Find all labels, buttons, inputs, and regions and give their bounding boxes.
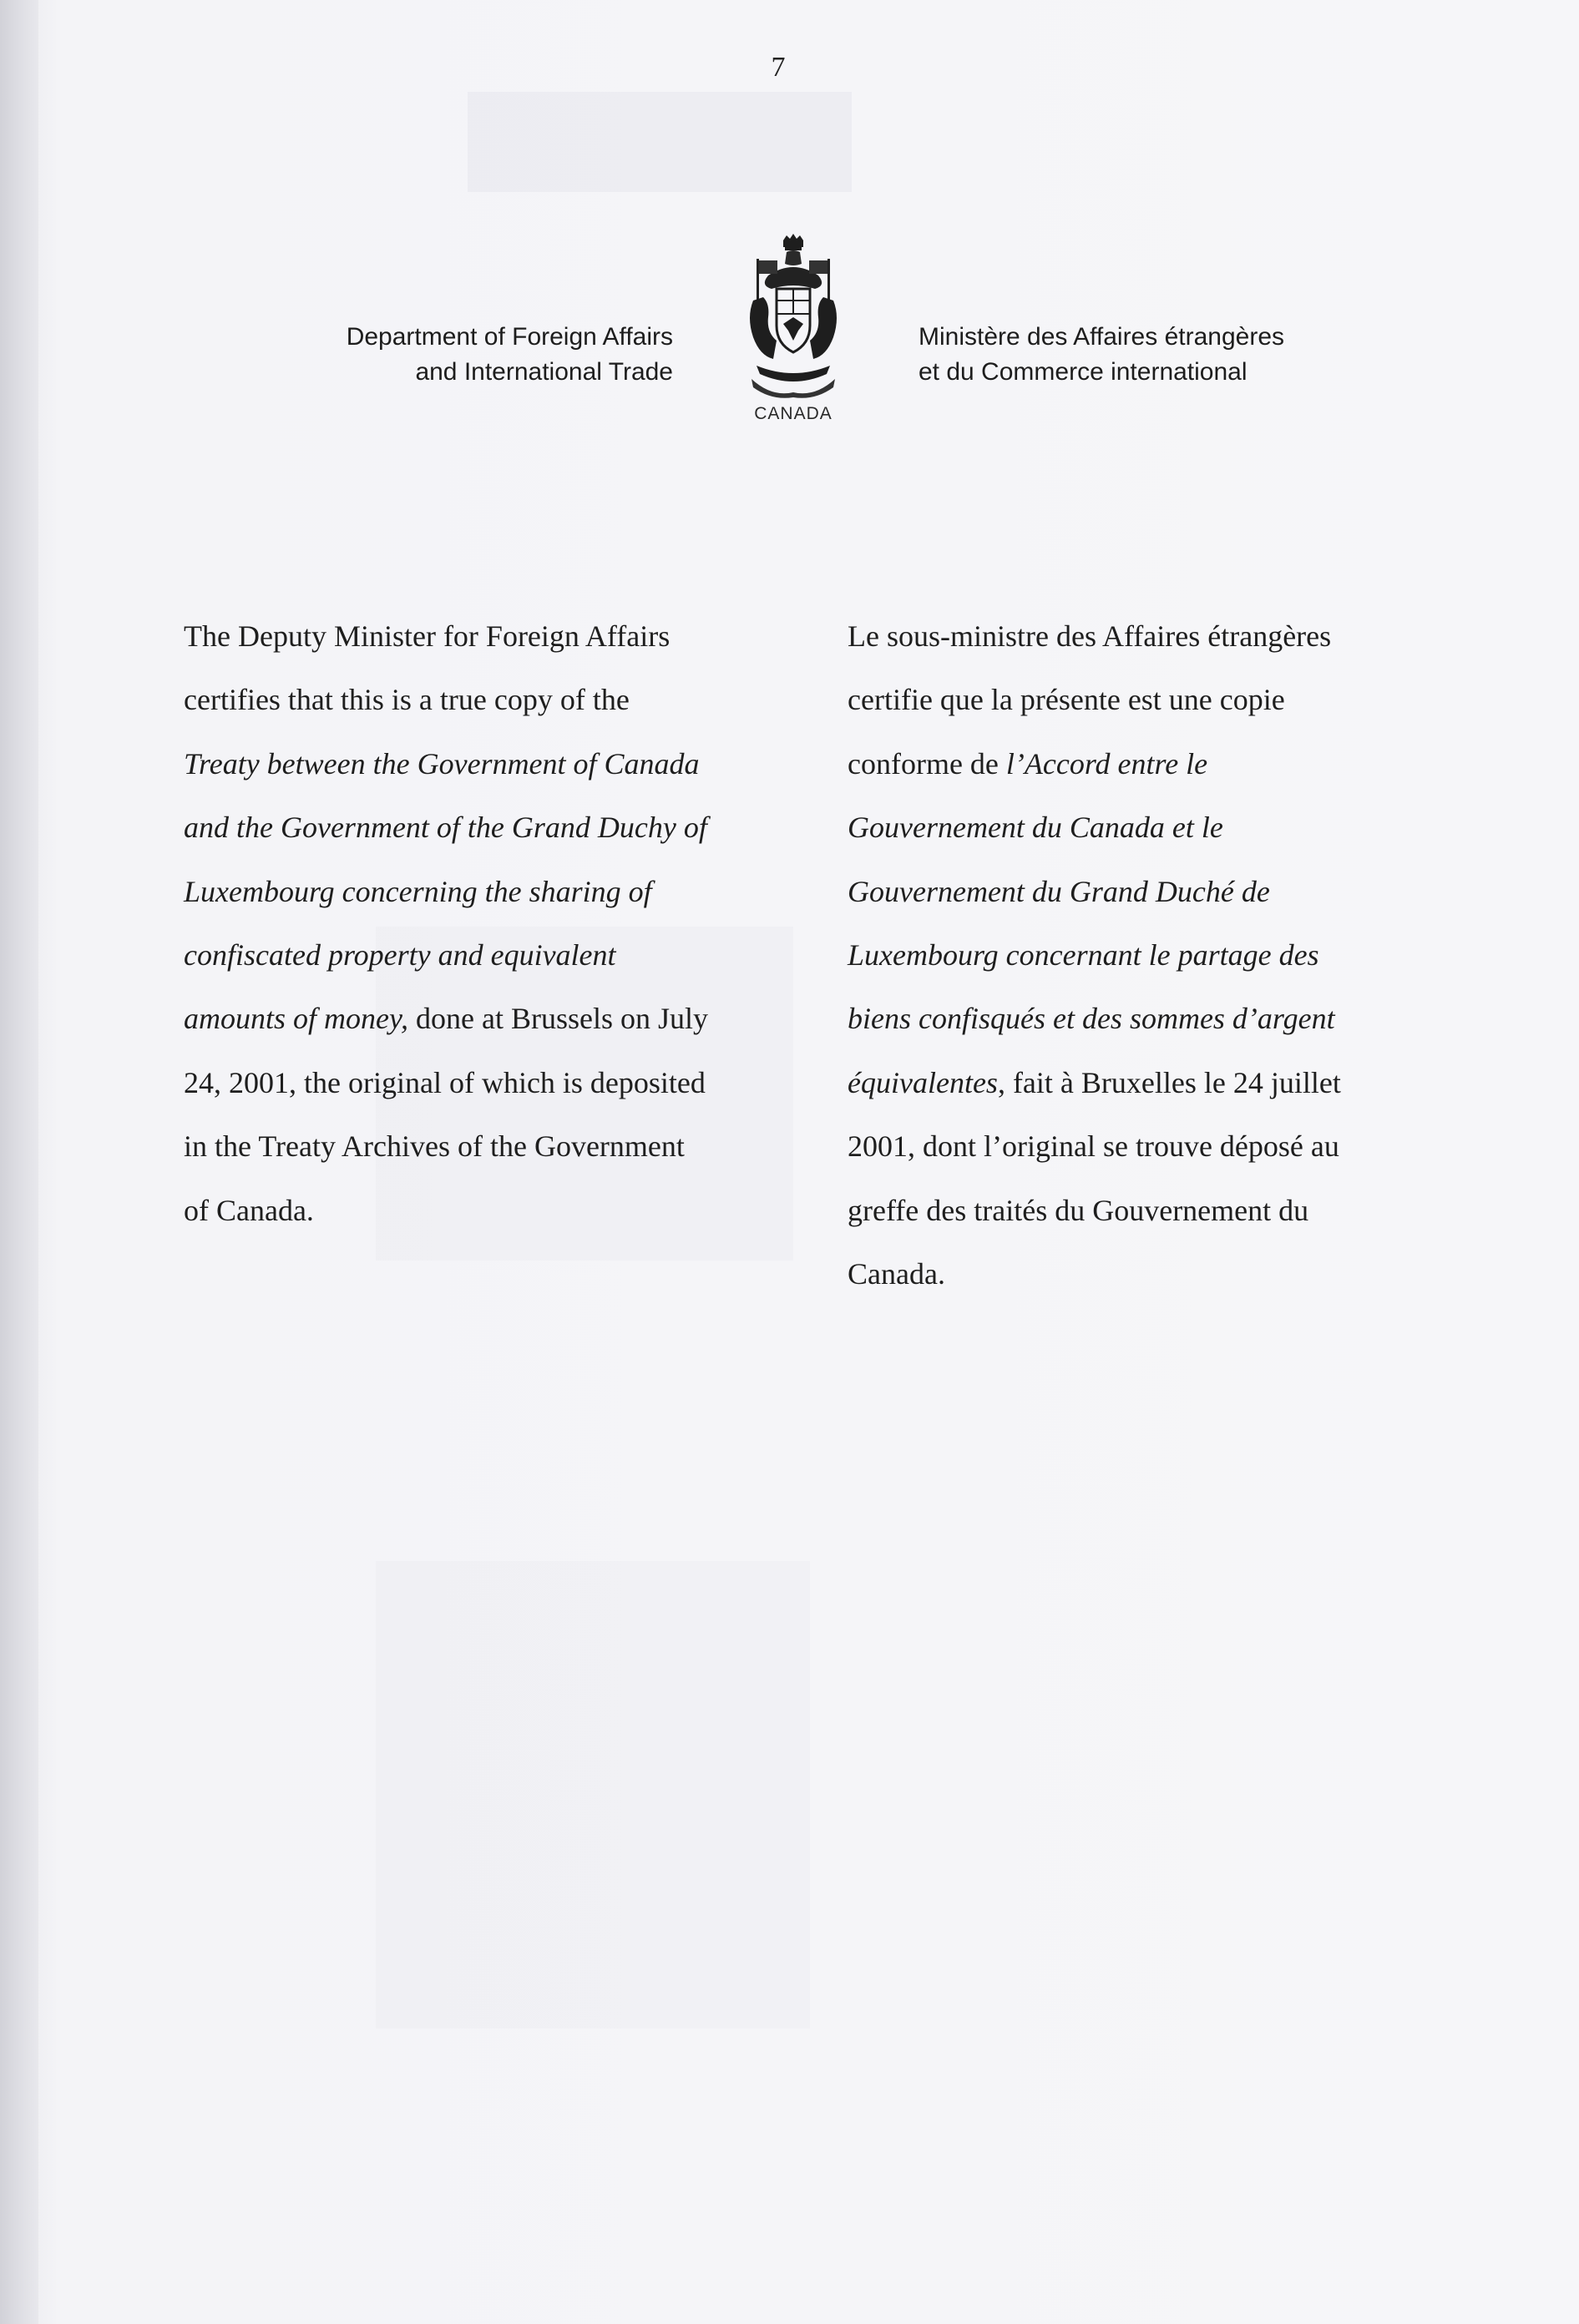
english-line bbox=[184, 796, 768, 859]
english-line: certifies that this is a true copy of the bbox=[184, 683, 630, 717]
french-line: Canada. bbox=[848, 1257, 945, 1291]
french-line: greffe des traités du Gouvernement du bbox=[848, 1193, 1309, 1227]
english-line-text: done at Brussels on July bbox=[407, 1002, 708, 1036]
french-line bbox=[848, 1051, 1432, 1114]
ministere-line-2: et du Commerce international bbox=[919, 358, 1248, 386]
department-name-english bbox=[284, 320, 673, 390]
accord-title-fragment: l’Accord entre le bbox=[1005, 746, 1208, 781]
treaty-title-fragment: Treaty between the Government of Canada bbox=[184, 746, 700, 781]
english-line: in the Treaty Archives of the Government bbox=[184, 1129, 685, 1164]
department-line-1: Department of Foreign Affairs bbox=[346, 323, 673, 351]
canada-coat-of-arms-icon bbox=[735, 234, 852, 401]
emblem-caption: CANADA bbox=[754, 404, 833, 423]
french-line bbox=[848, 796, 1432, 859]
english-line: The Deputy Minister for Foreign Affairs bbox=[184, 619, 671, 653]
english-line bbox=[184, 732, 768, 796]
certification-english bbox=[184, 604, 768, 1242]
accord-title-fragment: Gouvernement du Grand Duché de bbox=[848, 874, 1270, 908]
english-line: 24, 2001, the original of which is deposited bbox=[184, 1065, 706, 1099]
department-name-french bbox=[919, 320, 1386, 390]
english-line bbox=[184, 923, 768, 987]
page-spine-shadow bbox=[0, 0, 38, 2324]
treaty-title-fragment: and the Government of the Grand Duchy of bbox=[184, 811, 707, 845]
ministere-line-1: Ministère des Affaires étrangères bbox=[919, 323, 1285, 351]
french-line-text: conforme de bbox=[848, 746, 1006, 781]
treaty-title-fragment: amounts of money, bbox=[184, 1002, 408, 1036]
treaty-title-fragment: Luxembourg concerning the sharing of bbox=[184, 874, 652, 908]
treaty-title-fragment: confiscated property and equivalent bbox=[184, 938, 616, 973]
french-line bbox=[848, 987, 1432, 1050]
bleed-through-block bbox=[468, 92, 852, 192]
french-line-text: , fait à Bruxelles le 24 juillet bbox=[997, 1065, 1341, 1099]
french-line: Le sous-ministre des Affaires étrangères bbox=[848, 619, 1332, 653]
bleed-through-block bbox=[376, 1561, 810, 2028]
english-line: of Canada. bbox=[184, 1193, 314, 1227]
department-line-2: and International Trade bbox=[415, 358, 673, 386]
page-number: 7 bbox=[771, 52, 786, 83]
french-line: certifie que la présente est une copie bbox=[848, 683, 1285, 717]
english-line bbox=[184, 860, 768, 923]
accord-title-fragment: biens confisqués et des sommes d’argent bbox=[848, 1002, 1335, 1036]
accord-title-fragment: équivalentes bbox=[848, 1065, 998, 1099]
certification-french bbox=[848, 604, 1432, 1306]
french-line bbox=[848, 923, 1432, 987]
french-line bbox=[848, 860, 1432, 923]
accord-title-fragment: Luxembourg concernant le partage des bbox=[848, 938, 1319, 973]
english-line bbox=[184, 987, 768, 1050]
french-line: 2001, dont l’original se trouve déposé au bbox=[848, 1129, 1339, 1164]
french-line bbox=[848, 732, 1432, 796]
accord-title-fragment: Gouvernement du Canada et le bbox=[848, 811, 1223, 845]
